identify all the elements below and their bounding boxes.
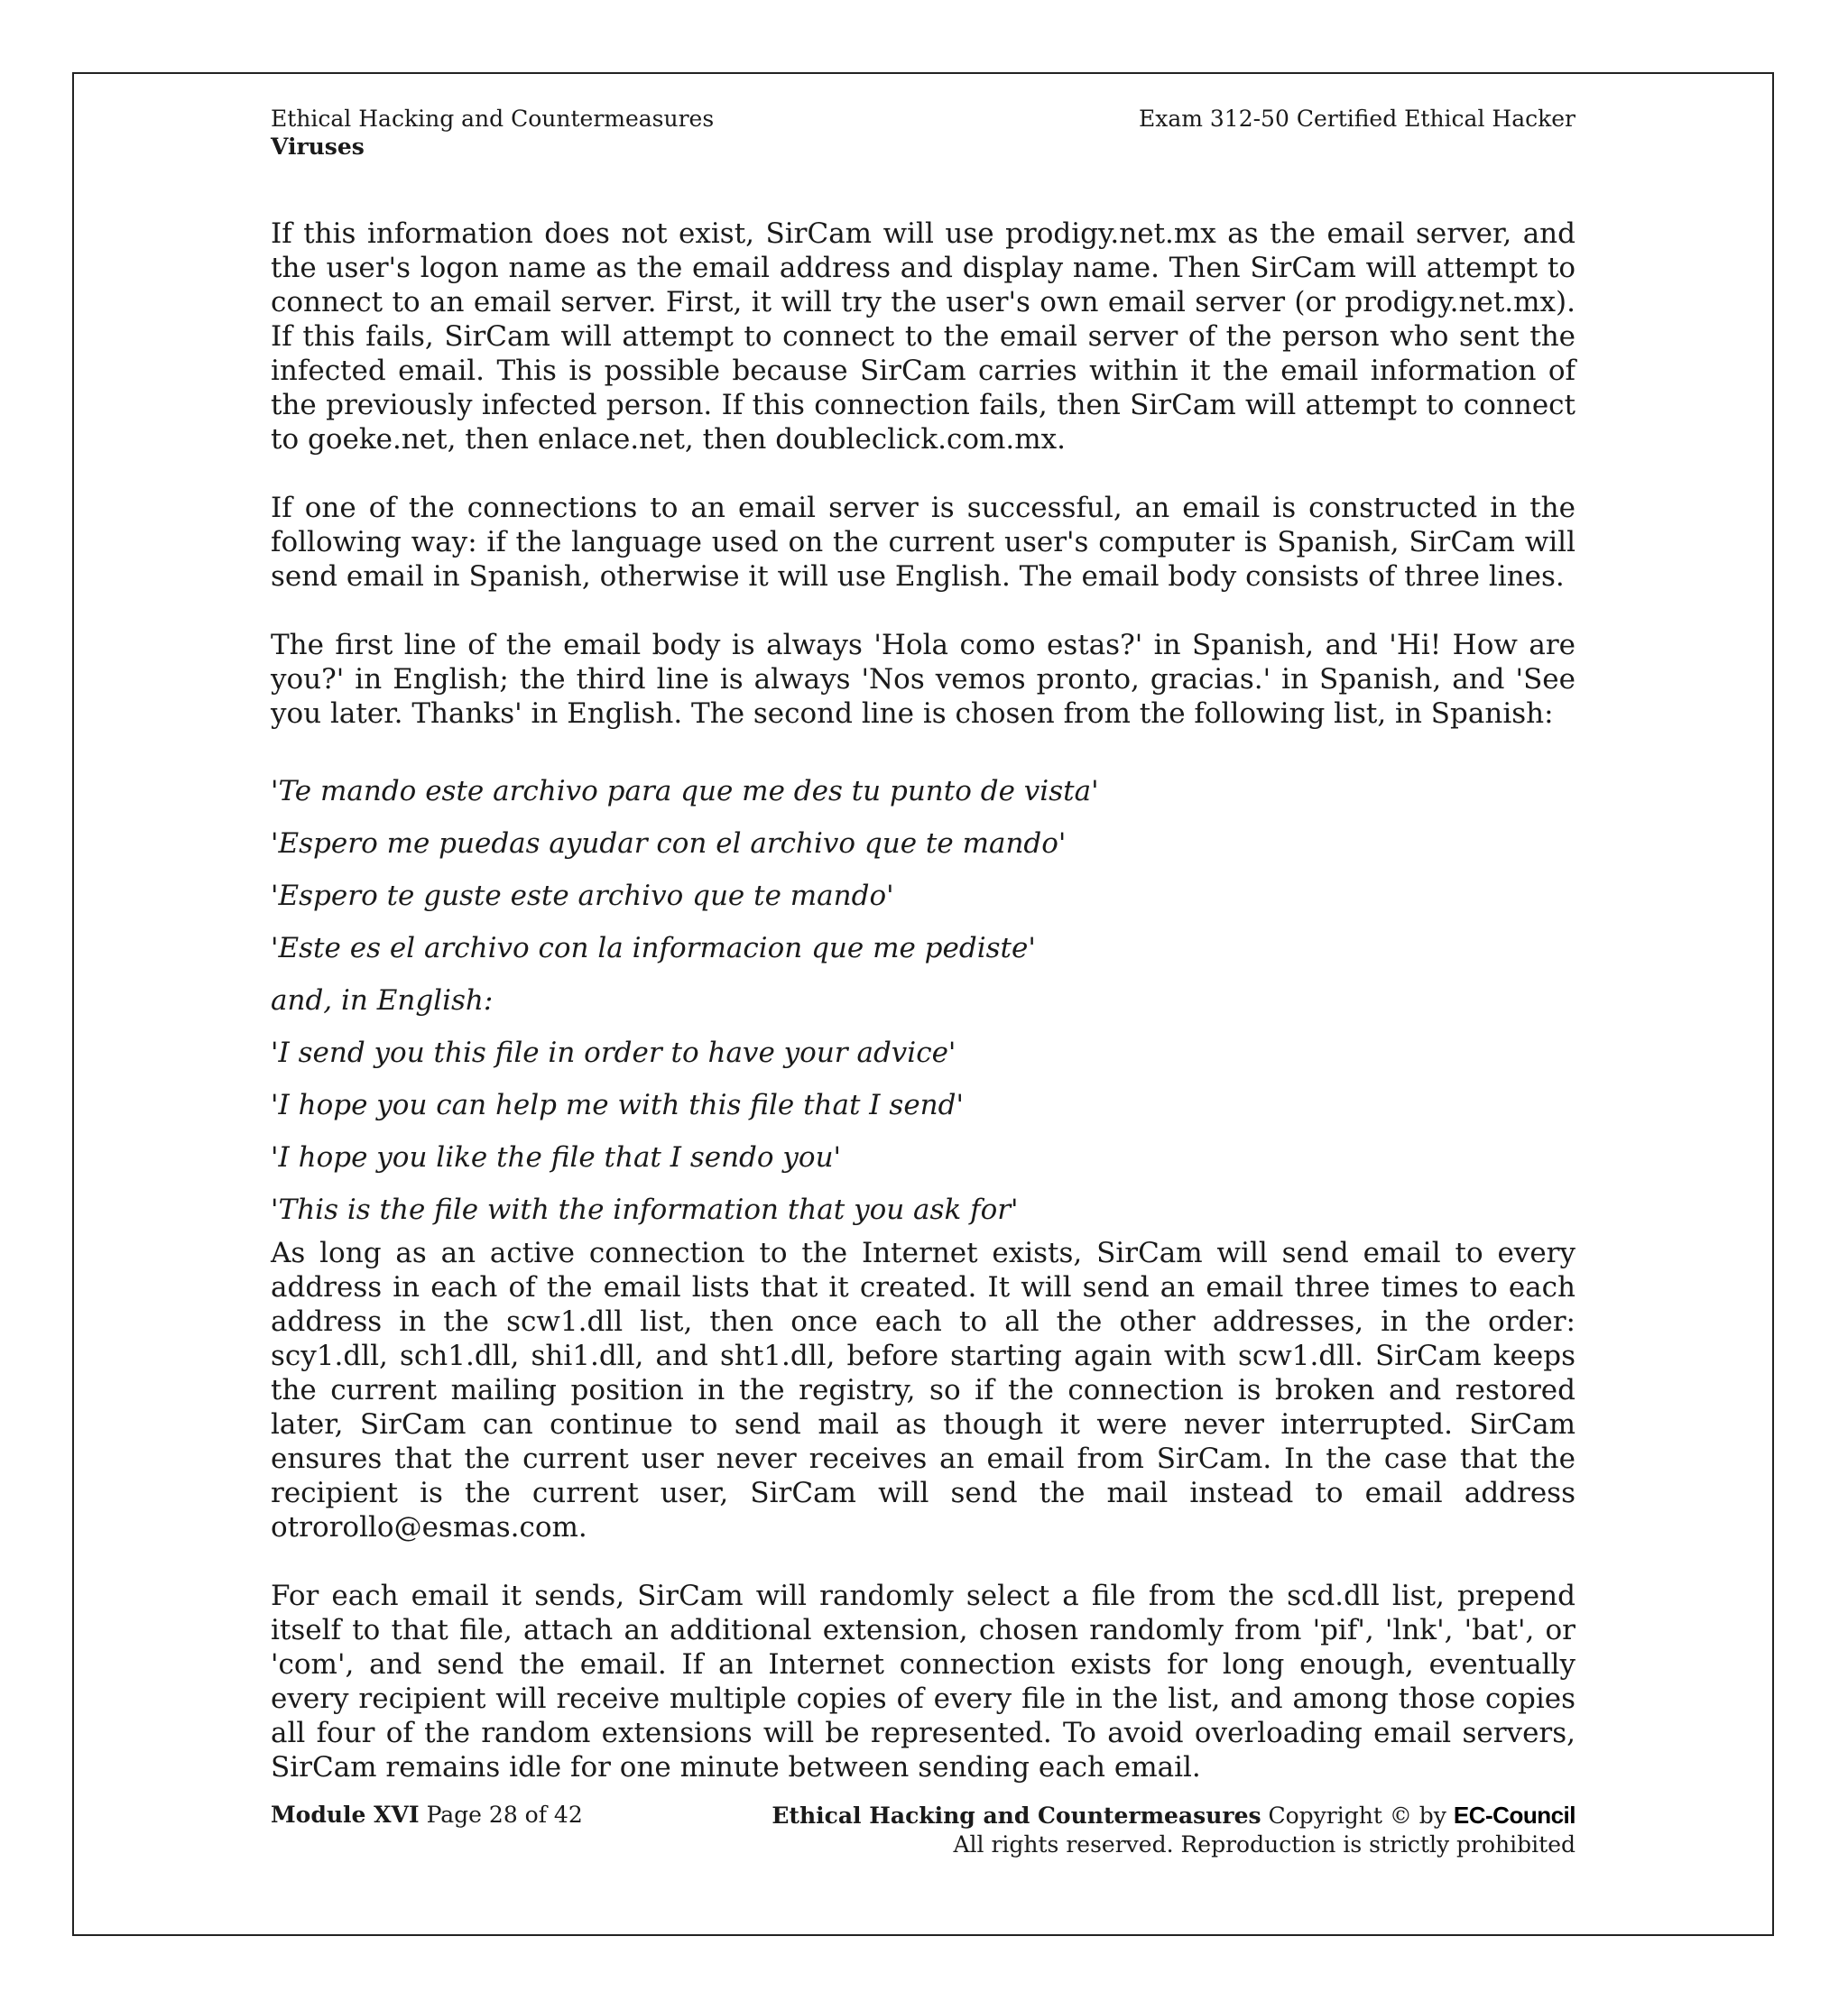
paragraph-email-lines: The first line of the email body is always 'Hola como estas?' in Spanish, and 'Hi! How are you?' in English; the third line is always 'Nos vemos pronto, gracias.' in Spanish, and 'See you later. Thanks' in English. The second line is chosen from the following list, in Spanish: bbox=[271, 629, 1575, 730]
quote-item: 'This is the file with the information that you ask for' bbox=[271, 1194, 1019, 1226]
ec-council-logo: EC-Council bbox=[1453, 1802, 1575, 1829]
paragraph-email-construction: If one of the connections to an email server is successful, an email is constructed in the following way: if the language used on the current user's computer is Spanish, SirCam will send email in Spanish, otherwise it will use English. The email body consists of three lines. bbox=[271, 492, 1575, 593]
quote-item: 'Espero te guste este archivo que te mando' bbox=[271, 880, 894, 912]
footer-rights: All rights reserved. Reproduction is strictly prohibited bbox=[953, 1831, 1575, 1858]
header-exam-title: Exam 312-50 Certified Ethical Hacker bbox=[1138, 106, 1575, 132]
quote-item: 'I hope you like the file that I sendo you' bbox=[271, 1141, 842, 1174]
quote-item: 'I send you this file in order to have your advice' bbox=[271, 1037, 956, 1069]
footer-course-title: Ethical Hacking and Countermeasures bbox=[772, 1803, 1261, 1829]
page-content bbox=[271, 105, 1575, 1858]
quote-item: 'Este es el archivo con la informacion que me pediste' bbox=[271, 932, 1036, 964]
footer-right bbox=[772, 1801, 1575, 1859]
paragraph-sending-behavior: As long as an active connection to the Internet exists, SirCam will send email to every address in each of the email lists that it created. It will send an email three times to each address in the scw1.dll list, then once each to all the other addresses, in the order: scy1.dll, sch1.dll, shi1.dll, and sht1.dll, before starting again with scw1.dll. SirCam keeps the current mailing position in the registry, so if the connection is broken and restored later, SirCam can continue to send mail as though it were never interrupted. SirCam ensures that the current user never receives an email from SirCam. In the case that the recipient is the current user, SirCam will send the mail instead to email address otrorollo@esmas.com. bbox=[271, 1237, 1575, 1544]
quote-item: 'I hope you can help me with this file that I send' bbox=[271, 1089, 964, 1121]
header-course-title: Ethical Hacking and Countermeasures bbox=[271, 106, 715, 132]
page-header bbox=[271, 105, 1575, 162]
footer-copyright: Copyright © by bbox=[1268, 1803, 1446, 1829]
footer-page-number: Page 28 of 42 bbox=[426, 1802, 583, 1828]
header-left bbox=[271, 105, 714, 161]
header-section-title: Viruses bbox=[271, 134, 365, 160]
document-body bbox=[271, 217, 1575, 1819]
quote-list bbox=[271, 765, 1575, 1236]
paragraph-fallback-server: If this information does not exist, SirCam will use prodigy.net.mx as the email server, and the user's logon name as the email address and display name. Then SirCam will attempt to connect to an email server. First, it will try the user's own email server (or prodigy.net.mx). If this fails, SirCam will attempt to connect to the email server of the person who sent the infected email. This is possible because SirCam carries within it the email information of the previously infected person. If this connection fails, then SirCam will attempt to connect to goeke.net, then enlace.net, then doubleclick.com.mx. bbox=[271, 217, 1575, 456]
quote-item: and, in English: bbox=[271, 984, 494, 1017]
footer-module: Module XVI bbox=[271, 1802, 420, 1828]
quote-item: 'Te mando este archivo para que me des tu punto de vista' bbox=[271, 775, 1099, 807]
footer-copyright-line bbox=[772, 1801, 1575, 1830]
paragraph-attachment-selection: For each email it sends, SirCam will randomly select a file from the scd.dll list, prepend itself to that file, attach an additional extension, chosen randomly from 'pif', 'lnk', 'bat', or 'com', and send the email. If an Internet connection exists for long enough, eventually every recipient will receive multiple copies of every file in the list, and among those copies all four of the random extensions will be represented. To avoid overloading email servers, SirCam remains idle for one minute between sending each email. bbox=[271, 1580, 1575, 1784]
quote-item: 'Espero me puedas ayudar con el archivo que te mando' bbox=[271, 827, 1067, 860]
footer-left bbox=[271, 1801, 583, 1830]
